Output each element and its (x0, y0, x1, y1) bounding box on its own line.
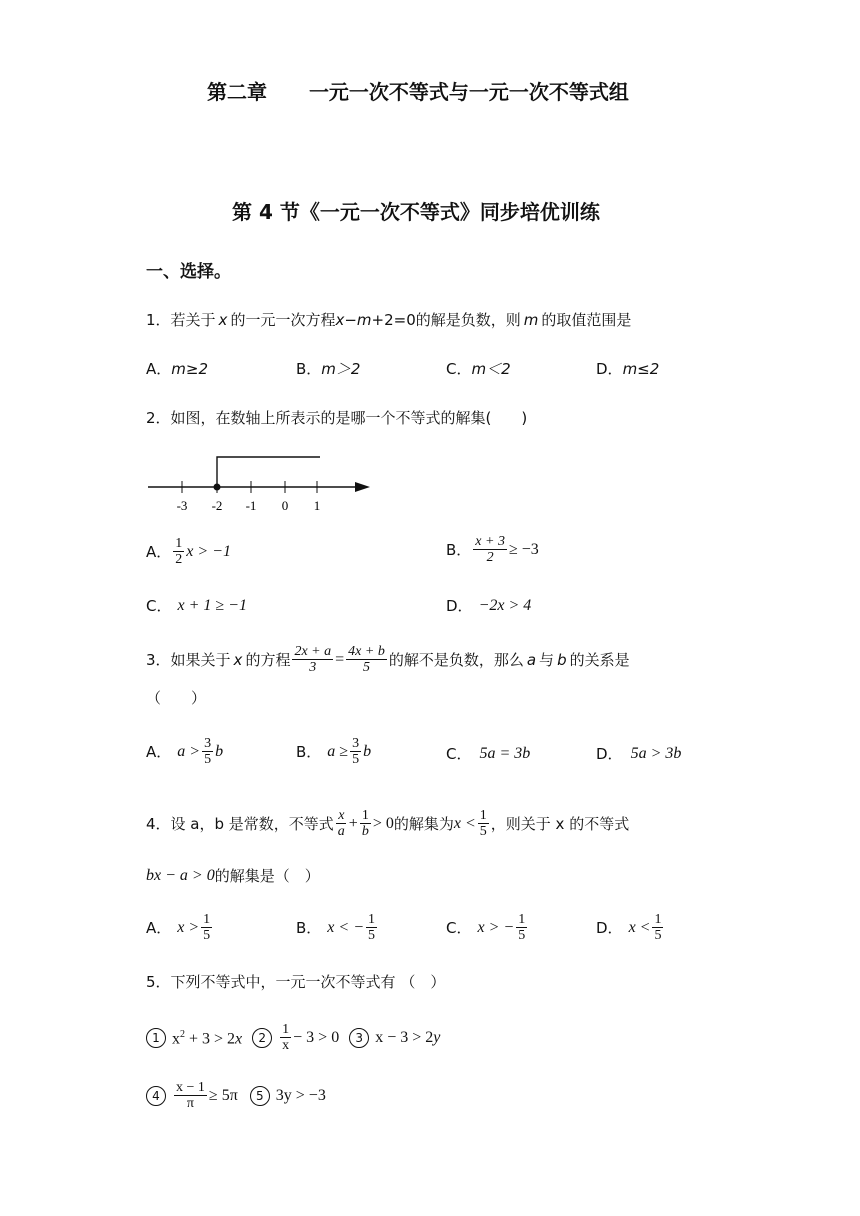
question-5-stem: 5．下列不等式中，一元一次不等式有 （ ） (146, 973, 446, 991)
q3-option-b-label: B． (296, 742, 322, 761)
q1-option-c[interactable] (446, 359, 511, 379)
q3-rhs-den: 5 (362, 660, 370, 675)
q1-eq-minus: − (344, 311, 357, 329)
lesson-title: 第 4 节《一元一次不等式》同步培优训练 (232, 200, 600, 224)
chapter-heading (207, 76, 629, 105)
q1-eq-m: m (356, 311, 372, 329)
q5-circle-5: 5 (250, 1086, 270, 1106)
q4-a-den: 5 (203, 928, 211, 943)
q2-b-num: x + 3 (475, 534, 505, 549)
q3-b-den: 5 (352, 752, 360, 767)
q3-option-b[interactable] (296, 736, 371, 767)
q4-text-2: 的解集为 (393, 814, 454, 833)
q3-text-1: 3．如果关于 (146, 650, 231, 669)
q5-e1-rest: + 3 > 2 (185, 1030, 236, 1048)
tick-label-neg2: -2 (211, 498, 223, 513)
q5-e2-den: x (282, 1038, 290, 1053)
q2-a-fraction (173, 536, 184, 567)
q3-a-pre: a > (177, 742, 201, 760)
q2-option-c[interactable] (146, 596, 247, 616)
q4-plus: + (348, 814, 358, 832)
q4-b-num: 1 (368, 912, 375, 927)
q4-text-1: 4．设 a，b 是常数，不等式 (146, 814, 334, 833)
q2-option-d-label: D． (446, 597, 473, 615)
q3-text-5: 的关系是 (569, 650, 630, 669)
q1-text-1: 1．若关于 (146, 311, 216, 329)
q4-gt0: > 0 (372, 814, 394, 832)
tick-label-1: 1 (313, 498, 321, 513)
q3-b-fraction (350, 736, 361, 767)
chapter-title: 一元一次不等式与一元一次不等式组 (308, 80, 629, 104)
question-3-stem (146, 644, 630, 675)
q3-text-4: 与 (539, 650, 555, 669)
tick-label-0: 0 (281, 498, 289, 513)
q3-c-value: 5a = 3b (479, 745, 531, 762)
q4-text-3: ，则关于 x 的不等式 (490, 814, 630, 833)
q1-text-2: 的一元一次方程 (230, 311, 336, 329)
q4-option-b[interactable] (296, 912, 379, 943)
q1-eq-x: x (335, 311, 345, 329)
q3-lhs-fraction (292, 644, 333, 675)
q4-frac-xa (336, 808, 347, 839)
q4-line2-expr: bx − a > 0 (146, 867, 215, 884)
q3-var-a: a (526, 650, 537, 669)
q3-var-x: x (233, 650, 243, 669)
q1-option-b-value: m＞2 (321, 360, 361, 378)
q1-option-d-value: m≤2 (622, 360, 660, 378)
q5-e1-sup: 2 (180, 1029, 185, 1041)
q5-circle-4: 4 (146, 1086, 166, 1106)
q3-lhs-den: 3 (309, 660, 317, 675)
q3-a-fraction (202, 736, 213, 767)
q4-d-den: 5 (654, 928, 662, 943)
q3-option-a[interactable] (146, 736, 223, 767)
q3-text-2: 的方程 (245, 650, 291, 669)
q5-circle-2: 2 (252, 1028, 272, 1048)
q4-b-fraction (366, 912, 377, 943)
q3-option-c-label: C． (446, 745, 472, 763)
q4-f1-num: x (338, 808, 345, 823)
q4-f2-den: b (361, 824, 369, 839)
q1-option-c-label: C． (446, 360, 472, 378)
q3-a-post: b (215, 742, 224, 760)
q1-option-b[interactable] (296, 359, 360, 379)
q2-option-b-label: B． (446, 540, 472, 559)
q4-option-a-label: A． (146, 918, 172, 937)
q1-text-4: 的取值范围是 (541, 311, 632, 329)
question-4-line2 (146, 866, 320, 886)
q4-c-den: 5 (518, 928, 526, 943)
q4-line2-text: 的解集是（ ） (214, 867, 320, 885)
q3-option-c[interactable] (446, 744, 530, 764)
q4-a-fraction (201, 912, 212, 943)
q4-c-pre: x > − (477, 918, 515, 936)
q4-option-b-label: B． (296, 918, 322, 937)
q3-a-den: 5 (204, 752, 212, 767)
q1-option-d-label: D． (596, 360, 623, 378)
q1-var-x: x (218, 311, 228, 329)
q3-paren: （ ） (146, 689, 207, 707)
q4-f1-den: a (337, 824, 345, 839)
q3-option-a-label: A． (146, 742, 172, 761)
q4-f2-num: 1 (361, 808, 369, 823)
tick-label-neg3: -3 (176, 498, 188, 513)
q1-option-a-value: m≥2 (171, 360, 208, 378)
q3-var-b: b (557, 650, 567, 669)
number-line-arrow (355, 482, 370, 492)
q4-option-c[interactable] (446, 912, 529, 943)
q4-option-d[interactable] (596, 912, 665, 943)
q5-circle-3: 3 (349, 1028, 369, 1048)
q1-eq-rest: +2=0 (371, 311, 416, 329)
q2-a-den: 2 (175, 552, 183, 567)
q4-a-pre: x > (177, 918, 200, 936)
q5-e2-rest: − 3 > 0 (293, 1028, 340, 1046)
q4-sol-fraction (478, 808, 489, 839)
q5-items-row1 (146, 1022, 440, 1053)
q3-rhs-num: 4x + b (348, 644, 385, 659)
q4-d-num: 1 (654, 912, 662, 927)
q1-option-b-label: B． (296, 360, 322, 378)
q3-text-3: 的解不是负数，那么 (388, 650, 524, 669)
q4-c-fraction (516, 912, 527, 943)
section-heading: 一、选择。 (146, 262, 231, 282)
q1-option-a[interactable] (146, 359, 208, 379)
q2-b-rest: ≥ −3 (508, 540, 539, 558)
q1-text-3: 的解是负数，则 (415, 311, 521, 329)
q5-e3-y: y (433, 1028, 441, 1046)
q3-lhs-num: 2x + a (294, 644, 332, 659)
question-2-stem: 2．如图，在数轴上所表示的是哪一个不等式的解集( ) (146, 409, 528, 427)
solution-bracket (217, 457, 320, 487)
q5-e2-fraction (280, 1022, 291, 1053)
q2-b-fraction (473, 534, 507, 565)
q5-e4-num: x − 1 (176, 1080, 205, 1095)
q2-option-d[interactable] (446, 596, 531, 616)
q3-rhs-fraction (346, 644, 387, 675)
q1-option-d[interactable] (596, 359, 659, 379)
number-line-figure (140, 448, 380, 518)
q4-c-num: 1 (518, 912, 526, 927)
question-4-stem (146, 808, 629, 839)
q4-b-pre: x < − (327, 918, 364, 936)
q3-b-pre: a ≥ (327, 742, 349, 760)
q1-option-a-label: A． (146, 360, 172, 378)
q2-b-den: 2 (486, 550, 494, 565)
q5-e5: 3y > −3 (275, 1086, 326, 1104)
q2-option-a[interactable] (146, 536, 231, 567)
q3-b-num: 3 (352, 736, 360, 751)
q4-sol-num: 1 (479, 808, 487, 823)
q4-b-den: 5 (368, 928, 375, 943)
q4-a-num: 1 (203, 912, 211, 927)
q1-option-c-value: m＜2 (471, 360, 511, 378)
q4-sol-pre: x < (453, 814, 476, 832)
q2-option-a-label: A． (146, 542, 172, 561)
q3-a-num: 3 (204, 736, 212, 751)
q3-d-value: 5a > 3b (630, 745, 682, 762)
q2-a-num: 1 (175, 536, 183, 551)
q5-e1-x: x (172, 1030, 180, 1048)
q3-b-post: b (363, 742, 372, 760)
q5-e4-fraction (174, 1080, 207, 1111)
q2-option-b[interactable] (446, 534, 539, 565)
q5-e2-num: 1 (282, 1022, 290, 1037)
q5-items-row2 (146, 1080, 326, 1111)
q4-option-d-label: D． (596, 918, 623, 937)
chapter-number: 第二章 (207, 80, 267, 104)
q2-a-rest: x > −1 (186, 542, 231, 560)
q3-option-d-label: D． (596, 745, 623, 763)
q5-e4-den: π (186, 1096, 194, 1111)
q4-sol-den: 5 (479, 824, 487, 839)
q1-var-m: m (523, 311, 539, 329)
question-1-stem (146, 310, 631, 330)
q5-e1-x2: x (235, 1030, 243, 1048)
q5-e3-a: x − 3 > 2 (375, 1028, 434, 1046)
q4-frac-1b (360, 808, 371, 839)
q2-d-value: −2x > 4 (478, 597, 532, 614)
q4-option-c-label: C． (446, 918, 472, 937)
q3-option-d[interactable] (596, 744, 681, 764)
q5-circle-1: 1 (146, 1028, 166, 1048)
solid-point (214, 484, 221, 491)
q4-d-fraction (652, 912, 663, 943)
q4-d-pre: x < (628, 918, 651, 936)
q5-expr-1 (172, 1025, 242, 1049)
q2-c-value: x + 1 ≥ −1 (177, 597, 247, 614)
q3-equals: = (335, 650, 345, 668)
q2-option-c-label: C． (146, 597, 172, 615)
q5-e4-rest: ≥ 5π (208, 1086, 238, 1104)
tick-label-neg1: -1 (245, 498, 257, 513)
q4-option-a[interactable] (146, 912, 214, 943)
